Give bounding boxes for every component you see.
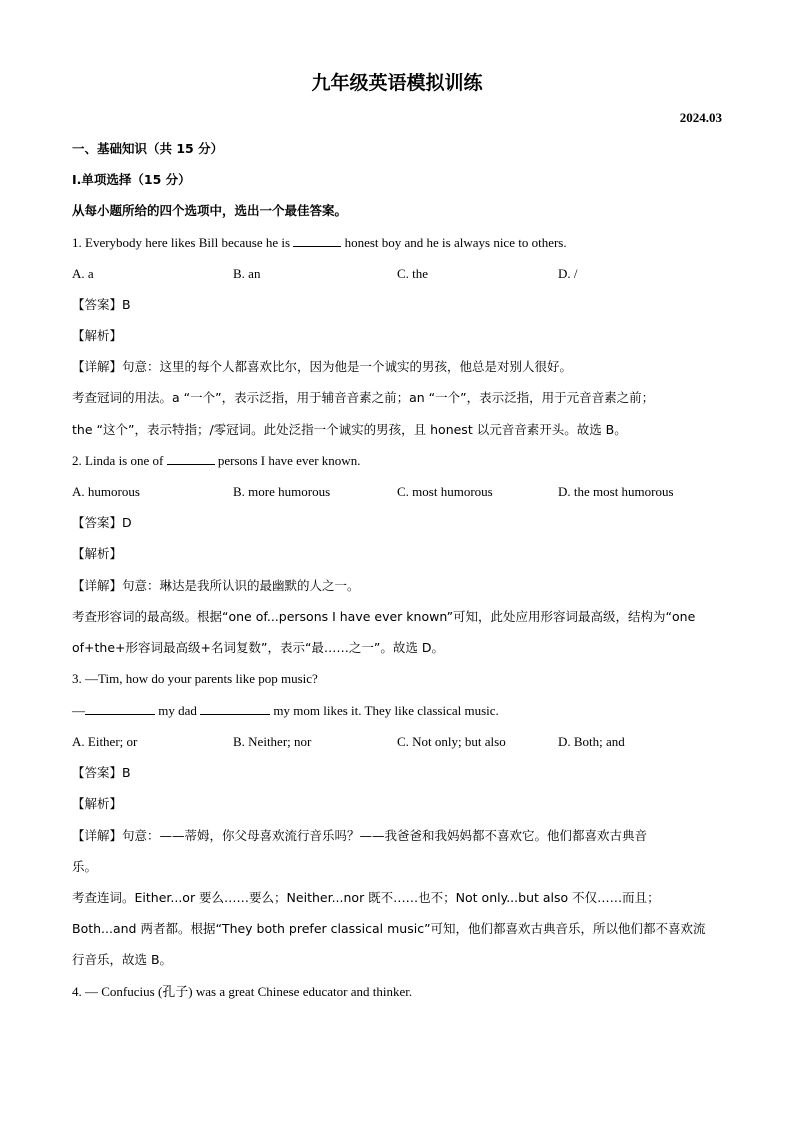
question-2-explain-line-2: of+the+形容词最高级+名词复数”，表示“最……之一”。故选 D。: [72, 640, 445, 655]
question-2-explain-line-1: 考查形容词的最高级。根据“one of...persons I have ever known”可知，此处应用形容词最高级，结构为“one: [72, 609, 696, 624]
answer-blank: [85, 702, 155, 715]
question-3-option-d: D. Both; and: [558, 734, 625, 749]
question-3-answer: 【答案】B: [72, 765, 131, 780]
question-2-detail: 【详解】句意：琳达是我所认识的最幽默的人之一。: [72, 578, 360, 593]
question-3-option-a: A. Either; or: [72, 734, 138, 749]
answer-blank: [200, 702, 270, 715]
page-title: 九年级英语模拟训练: [311, 72, 483, 94]
question-1-stem-start: 1. Everybody here likes Bill because he is: [72, 235, 291, 250]
question-4-stem: 4. — Confucius (孔子) was a great Chinese educator and thinker.: [72, 984, 413, 999]
answer-blank: [167, 452, 215, 465]
answer-blank: [293, 234, 341, 247]
question-2-option-a: A. humorous: [72, 484, 140, 499]
question-2-option-b: B. more humorous: [233, 484, 331, 499]
question-3-detail-line-2: 乐。: [72, 859, 98, 874]
question-3-detail-line-1: 【详解】句意：——蒂姆，你父母喜欢流行音乐吗？——我爸爸和我妈妈都不喜欢它。他们都喜欢古典音: [72, 828, 648, 843]
question-1-option-b: B. an: [233, 266, 261, 281]
question-3-stem-mid: my dad: [158, 703, 197, 718]
question-2-stem-start: 2. Linda is one of: [72, 453, 164, 468]
question-2-stem-end: persons I have ever known.: [217, 453, 361, 468]
question-2-option-c: C. most humorous: [397, 484, 493, 499]
question-2-stem: [72, 452, 360, 470]
question-1-analysis-label: 【解析】: [72, 328, 123, 343]
question-3-explain-line-1: 考查连词。Either...or 要么……要么；Neither...nor 既不……也不；Not only...but also 不仅……而且；: [72, 890, 660, 905]
question-1-stem: [72, 234, 567, 252]
question-1-option-c: C. the: [397, 266, 429, 281]
question-1-option-a: A. a: [72, 266, 94, 281]
question-1-option-d: D. /: [558, 266, 578, 281]
question-3-stem-line-2: [72, 702, 499, 720]
question-1-detail: 【详解】句意：这里的每个人都喜欢比尔，因为他是一个诚实的男孩，他总是对别人很好。: [72, 359, 573, 374]
question-3-explain-line-3: 行音乐，故选 B。: [72, 952, 173, 967]
question-1-explain-line-1: 考查冠词的用法。a “一个”，表示泛指，用于辅音音素之前；an “一个”，表示泛指，用于元音音素之前；: [72, 390, 655, 405]
date-label: 2024.03: [679, 110, 722, 125]
question-2-answer: 【答案】D: [72, 515, 132, 530]
question-1-stem-end: honest boy and he is always nice to others.: [344, 235, 567, 250]
question-2-option-d: D. the most humorous: [558, 484, 674, 499]
instruction-text: 从每小题所给的四个选项中，选出一个最佳答案。: [72, 203, 348, 218]
dialogue-dash: —: [72, 703, 85, 718]
question-2-analysis-label: 【解析】: [72, 546, 123, 561]
section-heading: 一、基础知识（共 15 分）: [72, 141, 224, 156]
question-1-answer: 【答案】B: [72, 297, 131, 312]
question-3-option-c: C. Not only; but also: [397, 734, 506, 749]
question-3-stem-line-1: 3. —Tim, how do your parents like pop music?: [72, 671, 318, 686]
part-heading: I.单项选择（15 分）: [72, 172, 191, 187]
question-3-explain-line-2: Both...and 两者都。根据“They both prefer classical music”可知，他们都喜欢古典音乐，所以他们都不喜欢流: [72, 921, 706, 936]
question-3-stem-end: my mom likes it. They like classical music.: [273, 703, 499, 718]
question-3-option-b: B. Neither; nor: [233, 734, 312, 749]
question-3-analysis-label: 【解析】: [72, 796, 123, 811]
question-1-explain-line-2: the “这个”，表示特指；/零冠词。此处泛指一个诚实的男孩，且 honest 以元音音素开头。故选 B。: [72, 422, 627, 437]
